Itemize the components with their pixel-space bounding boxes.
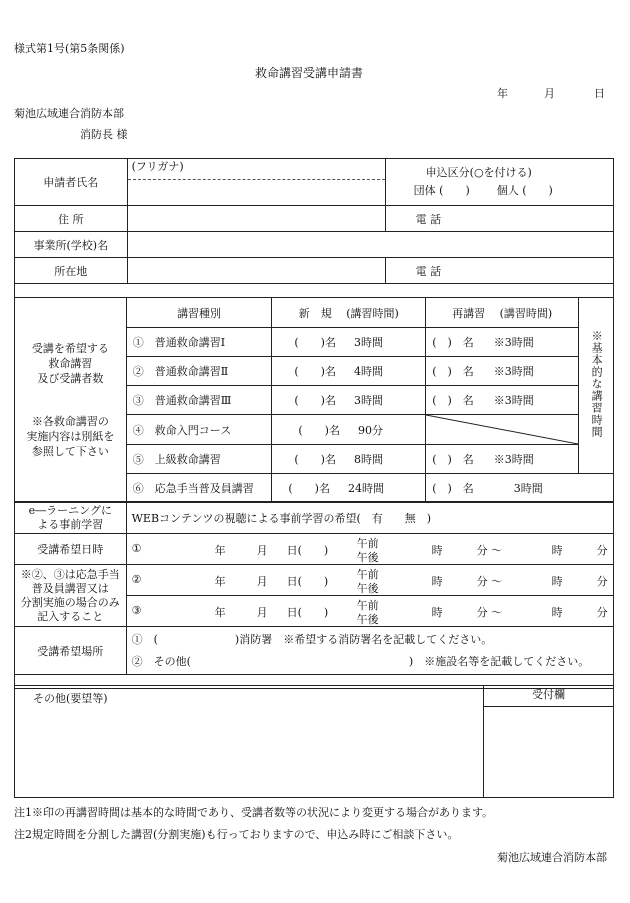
diagonal-line — [426, 415, 578, 444]
footer-note-1: 注1※印の再講習時間は基本的な時間であり、受講者数等の状況により変更する場合があります。 — [14, 806, 494, 819]
schedule-label: 受講希望日時 — [15, 534, 127, 565]
address-label: 住 所 — [15, 206, 128, 232]
spacer-row — [15, 284, 614, 298]
new-count-2[interactable]: ( )名 4時間 — [272, 357, 426, 386]
renew-count-2[interactable]: ( ) 名 ※3時間 — [426, 357, 579, 386]
course-row: ⑤ 上級救命講習 ( )名 8時間 ( ) 名 ※3時間 — [15, 445, 614, 474]
course-row: ④ 救命入門コース ( )名 90分 — [15, 415, 614, 445]
course-row: ③ 普通救命講習Ⅲ ( )名 3時間 ( ) 名 ※3時間 — [15, 386, 614, 415]
schedule-row-3[interactable]: ③ 年 月 日( ) 午前 午後 時 分 ～ 時 分 — [126, 596, 613, 627]
side-note: ※基本的な講習時間 — [579, 298, 614, 474]
new-count-1[interactable]: ( )名 3時間 — [272, 328, 426, 357]
col-new: 新 規 (講習時間) — [272, 298, 426, 328]
renew-count-5[interactable]: ( ) 名 ※3時間 — [426, 445, 579, 474]
location-label: 所在地 — [15, 258, 128, 284]
date-year-label: 年 — [497, 87, 508, 100]
schedule-row-1[interactable]: ① 年 月 日( ) 午前 午後 時 分 ～ 時 分 — [126, 534, 613, 565]
location-field[interactable] — [127, 258, 385, 284]
new-count-3[interactable]: ( )名 3時間 — [272, 386, 426, 415]
course-row: ② 普通救命講習Ⅱ ( )名 4時間 ( ) 名 ※3時間 — [15, 357, 614, 386]
new-count-6[interactable]: ( )名 24時間 — [272, 474, 426, 503]
place-row-2[interactable]: ② その他( ) ※施設名等を記載してください。 — [131, 654, 590, 668]
phone-label-2: 電 話 — [385, 258, 613, 284]
reception-label: 受付欄 — [484, 686, 613, 707]
schedule-row-2[interactable]: ② 年 月 日( ) 午前 午後 時 分 ～ 時 分 — [126, 565, 613, 596]
elearning-field[interactable]: WEBコンテンツの視聴による事前学習の希望( 有 無 ) — [126, 502, 613, 534]
details-table — [14, 501, 614, 689]
date-day-label: 日 — [594, 87, 605, 100]
other-label: その他(要望等) — [33, 692, 108, 705]
place-row-1[interactable]: ① ( )消防署 ※希望する消防署名を記載してください。 — [131, 632, 493, 646]
place-label: 受講希望場所 — [15, 627, 127, 675]
address-field[interactable] — [127, 206, 385, 232]
office-field[interactable] — [127, 232, 613, 258]
renew-count-1[interactable]: ( ) 名 ※3時間 — [426, 328, 579, 357]
courses-left-label: 受講を希望する 救命講習 及び受講者数 ※各救命講習の 実施内容は別紙を 参照して下さい — [15, 298, 127, 503]
course-row: ① 普通救命講習Ⅰ ( )名 3時間 ( ) 名 ※3時間 — [15, 328, 614, 357]
office-label: 事業所(学校)名 — [15, 232, 128, 258]
phone-label: 電 話 — [385, 206, 613, 232]
addressee-person: 消防長 様 — [80, 128, 128, 141]
date-month-label: 月 — [544, 87, 555, 100]
division-group[interactable]: 団体 ( ) — [413, 184, 470, 197]
course-row: ⑥ 応急手当普及員講習 ( )名 24時間 ( ) 名 3時間 — [15, 474, 614, 503]
addressee-org: 菊池広域連合消防本部 — [14, 107, 124, 120]
courses-table — [14, 297, 614, 503]
renew-na-cell — [426, 415, 579, 445]
renew-count-6[interactable]: ( ) 名 3時間 — [426, 474, 614, 503]
division-cell[interactable] — [385, 159, 613, 206]
col-course-type: 講習種別 — [126, 298, 272, 328]
place-field[interactable] — [126, 627, 613, 675]
division-label: 申込区分(○を付ける) — [425, 166, 532, 179]
new-count-5[interactable]: ( )名 8時間 — [272, 445, 426, 474]
renew-count-3[interactable]: ( ) 名 ※3時間 — [426, 386, 579, 415]
form-number: 様式第1号(第5条関係) — [14, 42, 125, 55]
applicant-name-label: 申請者氏名 — [15, 159, 128, 206]
footer-org: 菊池広域連合消防本部 — [497, 851, 607, 864]
applicant-name-cell[interactable] — [127, 159, 385, 206]
new-count-4[interactable]: ( )名 90分 — [272, 415, 426, 445]
form-title: 救命講習受講申請書 — [255, 66, 364, 80]
division-individual[interactable]: 個人 ( ) — [496, 184, 553, 197]
applicant-table — [14, 158, 614, 298]
other-field[interactable] — [15, 686, 484, 798]
elearning-label: e―ラーニングに よる事前学習 — [15, 502, 127, 534]
reception-cell — [484, 686, 614, 798]
furigana-label: (フリガナ) — [128, 159, 385, 180]
footer-note-2: 注2規定時間を分割した講習(分割実施)も行っておりますので、申込み時にご相談下さい。 — [14, 828, 459, 841]
other-table — [14, 685, 614, 798]
col-renew: 再講習 (講習時間) — [426, 298, 579, 328]
schedule-note: ※②、③は応急手当 普及員講習又は 分割実施の場合のみ 記入すること — [15, 565, 127, 627]
